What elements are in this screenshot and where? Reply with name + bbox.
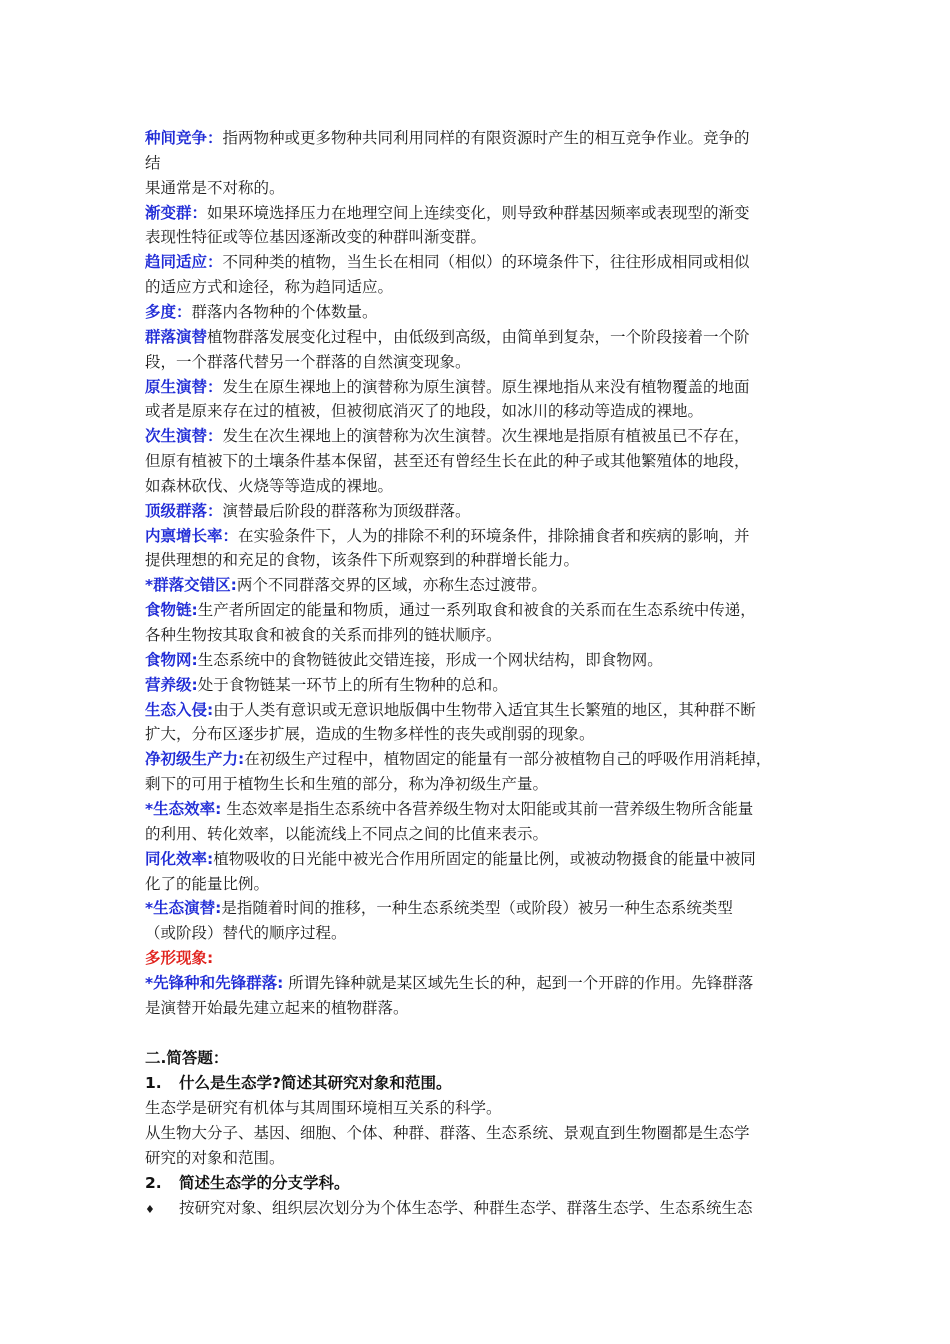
definition-line (145, 598, 756, 622)
definition-term: 群落演替 (145, 328, 208, 346)
definition-text: 群落内各物种的个体数量。 (191, 303, 378, 321)
definition-line (145, 971, 753, 995)
definition-line (145, 573, 547, 597)
definition-line (145, 325, 750, 349)
definition-text: 提供理想的和充足的食物，该条件下所观察到的种群增长能力。 (145, 551, 580, 569)
definition-text: 指两物种或更多物种共同利用同样的有限资源时产生的相互竞争作业。竞争的 (222, 129, 750, 147)
definition-continuation (145, 176, 285, 200)
definition-line (145, 847, 756, 871)
definition-text: 植物吸收的日光能中被光合作用所固定的能量比例，或被动物摄食的能量中被同 (213, 850, 756, 868)
definition-text: 的适应方式和途径，称为趋同适应。 (145, 278, 394, 296)
definition-continuation (145, 996, 409, 1020)
definition-line (145, 747, 771, 771)
definition-text: 生态系统中的食物链彼此交错连接，形成一个网状结构，即食物网。 (197, 651, 663, 669)
definition-text: 发生在原生裸地上的演替称为原生演替。原生裸地指从来没有植物覆盖的地面 (222, 378, 750, 396)
question-number: 2. (145, 1174, 162, 1192)
definition-text: 段，一个群落代替另一个群落的自然演变现象。 (145, 353, 471, 371)
definition-term: 净初级生产力: (145, 750, 245, 768)
definition-text: 所谓先锋种就是某区域先生长的种，起到一个开辟的作用。先锋群落 (283, 974, 754, 992)
definition-term: 多形现象: (145, 949, 214, 967)
definition-continuation (145, 722, 595, 746)
definition-line (145, 499, 471, 523)
definition-text: 剩下的可用于植物生长和生殖的部分，称为净初级生产量。 (145, 775, 549, 793)
definition-text: 演替最后阶段的群落称为顶级群落。 (222, 502, 471, 520)
definition-continuation (145, 275, 393, 299)
definition-line (145, 424, 750, 448)
definition-line (145, 126, 750, 150)
definition-text: 的利用、转化效率，以能流线上不同点之间的比值来表示。 (145, 825, 549, 843)
answer-1-line (145, 1146, 285, 1170)
definition-line (145, 375, 750, 399)
definition-text: 生产者所固定的能量和物质，通过一系列取食和被食的关系而在生态系统中传递， (197, 601, 756, 619)
definition-text: 扩大，分布区逐步扩展，造成的生物多样性的丧失或削弱的现象。 (145, 725, 595, 743)
definition-line (145, 896, 733, 920)
section-heading-text: 二.简答题： (145, 1049, 229, 1067)
definition-text: 表现性特征或等位基因逐渐改变的种群叫渐变群。 (145, 228, 487, 246)
definition-text: 处于食物链某一环节上的所有生物种的总和。 (197, 676, 508, 694)
definition-text: 由于人类有意识或无意识地版偶中生物带入适宜其生长繁殖的地区，其种群不断 (213, 701, 756, 719)
definition-line (145, 797, 753, 821)
definition-term: 顶级群落： (145, 502, 223, 520)
definition-text: 生态效率是指生态系统中各营养级生物对太阳能或其前一营养级生物所含能量 (221, 800, 754, 818)
definition-term: 种间竞争： (145, 129, 223, 147)
definition-term: 食物网: (145, 651, 198, 669)
definition-text: 各种生物按其取食和被食的关系而排列的链状顺序。 (145, 626, 502, 644)
definition-continuation (145, 399, 703, 423)
answer-1-line (145, 1096, 502, 1120)
definition-line (145, 250, 750, 274)
definition-term: 营养级: (145, 676, 198, 694)
bullet-text: 按研究对象、组织层次划分为个体生态学、种群生态学、群落生态学、生态系统生态 (179, 1199, 753, 1217)
definition-continuation (145, 872, 269, 896)
definition-text: 在实验条件下，人为的排除不利的环境条件，排除捕食者和疾病的影响，并 (238, 527, 750, 545)
definition-term: 渐变群： (145, 204, 208, 222)
definition-continuation (145, 623, 502, 647)
definition-text: 植物群落发展变化过程中，由低级到高级，由简单到复杂，一个阶段接着一个阶 (207, 328, 750, 346)
definition-term: *生态演替: (145, 899, 222, 917)
section-heading (145, 1046, 228, 1070)
definition-term: *生态效率: (145, 800, 222, 818)
definition-continuation (145, 921, 347, 945)
definition-text: 果通常是不对称的。 (145, 179, 285, 197)
definition-term: 趋同适应： (145, 253, 223, 271)
answer-1-line (145, 1121, 750, 1145)
definition-line (145, 946, 213, 970)
definition-continuation (145, 822, 548, 846)
definition-line (145, 201, 750, 225)
question-2 (145, 1171, 350, 1195)
definition-term: 次生演替： (145, 427, 223, 445)
definition-term: 原生演替： (145, 378, 223, 396)
definition-continuation (145, 225, 486, 249)
definition-text: （或阶段）替代的顺序过程。 (145, 924, 347, 942)
definition-line (145, 524, 750, 548)
definition-continuation (145, 151, 161, 175)
definition-text: 如森林砍伐、火烧等等造成的裸地。 (145, 477, 394, 495)
definition-text: 如果环境选择压力在地理空间上连续变化，则导致种群基因频率或表现型的渐变 (207, 204, 750, 222)
definition-text: 是演替开始最先建立起来的植物群落。 (145, 999, 409, 1017)
definition-text: 不同种类的植物，当生长在相同（相似）的环境条件下，往往形成相同或相似 (222, 253, 750, 271)
bullet-icon: ♦ (145, 1203, 155, 1216)
definition-continuation (145, 474, 393, 498)
definition-text: 两个不同群落交界的区域，亦称生态过渡带。 (236, 576, 547, 594)
definition-term: 生态入侵: (145, 701, 214, 719)
definition-line (145, 648, 663, 672)
definition-term: 内禀增长率： (145, 527, 239, 545)
definition-continuation (145, 772, 548, 796)
question-1 (145, 1071, 452, 1095)
definition-term: *群落交错区: (145, 576, 237, 594)
definition-term: 同化效率: (145, 850, 214, 868)
definition-term: *先锋种和先锋群落: (145, 974, 284, 992)
definition-text: 结 (145, 154, 161, 172)
definition-term: 多度： (145, 303, 192, 321)
bullet-line (145, 1196, 753, 1222)
definition-term: 食物链: (145, 601, 198, 619)
definition-text: 发生在次生裸地上的演替称为次生演替。次生裸地是指原有植被虽已不存在， (222, 427, 750, 445)
answer-text: 从生物大分子、基因、细胞、个体、种群、群落、生态系统、景观直到生物圈都是生态学 (145, 1124, 750, 1142)
definition-line (145, 673, 508, 697)
definition-text: 但原有植被下的土壤条件基本保留，甚至还有曾经生长在此的种子或其他繁殖体的地段， (145, 452, 750, 470)
definition-line (145, 698, 756, 722)
definition-text: 或者是原来存在过的植被，但被彻底消灭了的地段，如冰川的移动等造成的裸地。 (145, 402, 704, 420)
definition-continuation (145, 350, 471, 374)
answer-text: 研究的对象和范围。 (145, 1149, 285, 1167)
question-title: 简述生态学的分支学科。 (179, 1174, 350, 1192)
question-title: 什么是生态学?简述其研究对象和范围。 (179, 1074, 452, 1092)
question-number: 1. (145, 1074, 162, 1092)
definition-line (145, 300, 378, 324)
definition-text: 在初级生产过程中，植物固定的能量有一部分被植物自己的呼吸作用消耗掉， (244, 750, 772, 768)
definition-text: 化了的能量比例。 (145, 875, 270, 893)
definition-text: 是指随着时间的推移，一种生态系统类型（或阶段）被另一种生态系统类型 (221, 899, 733, 917)
definition-continuation (145, 449, 750, 473)
definition-continuation (145, 548, 579, 572)
answer-text: 生态学是研究有机体与其周围环境相互关系的科学。 (145, 1099, 502, 1117)
